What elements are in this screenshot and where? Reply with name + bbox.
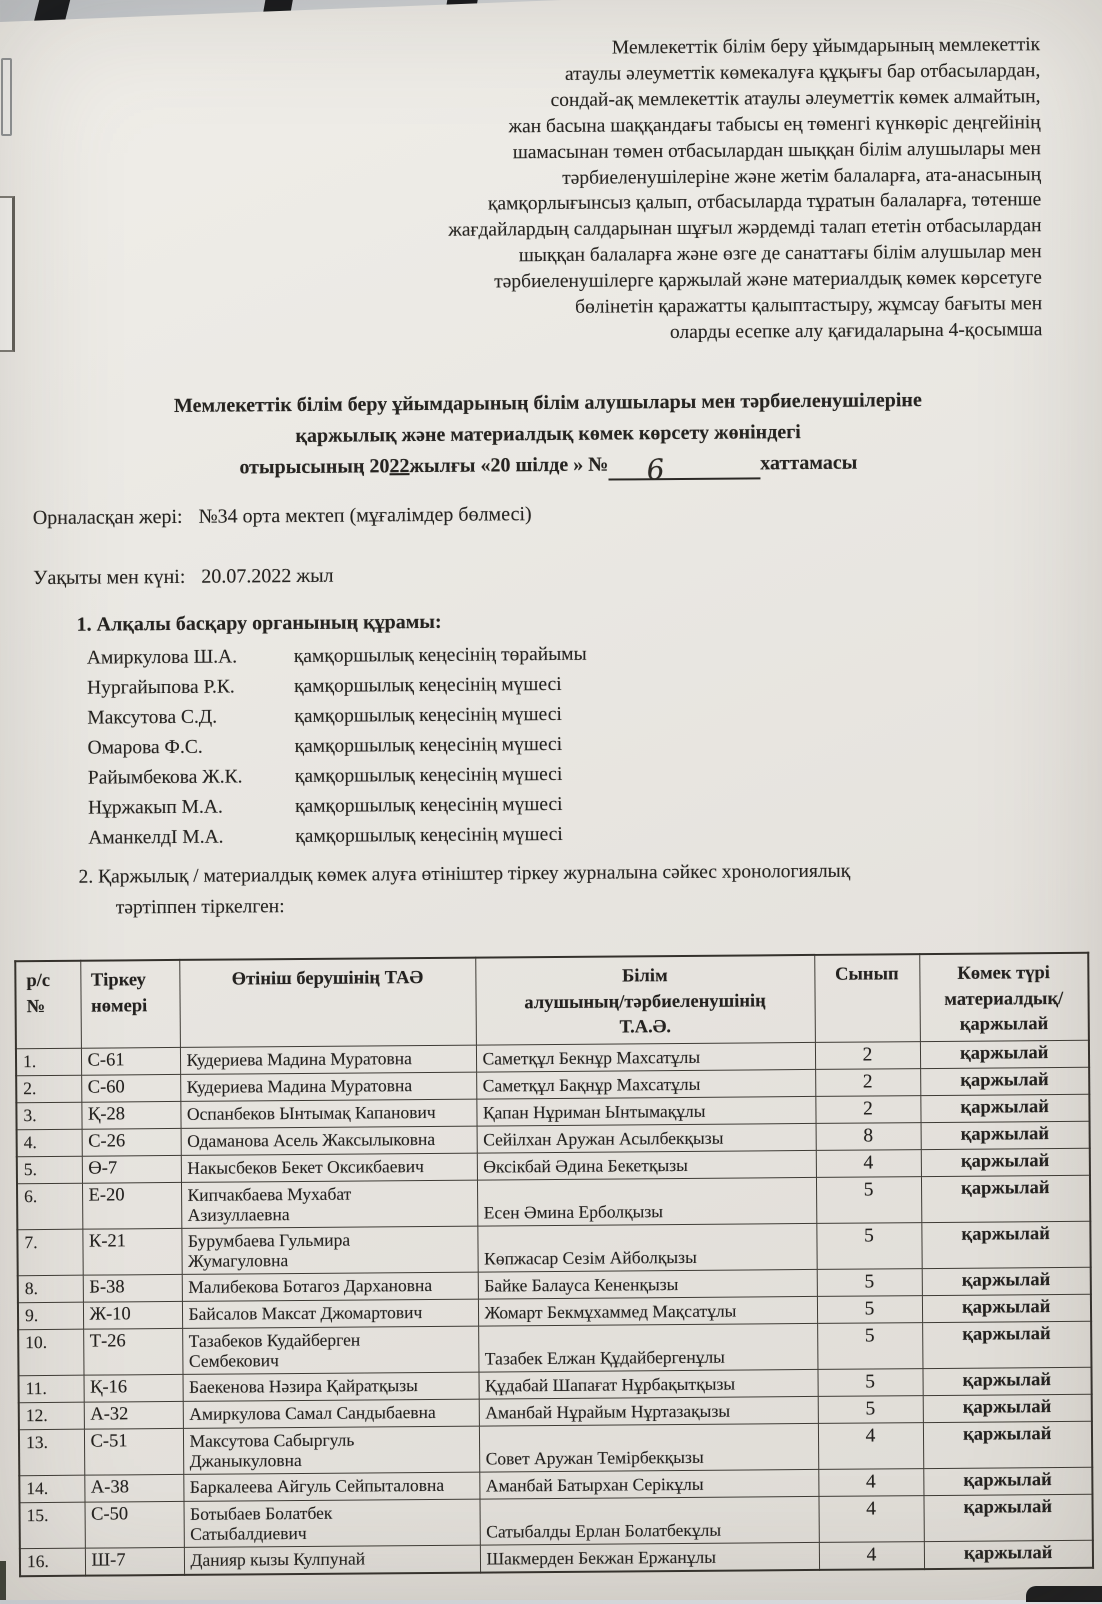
cell-registration-number: С-61 — [81, 1047, 180, 1075]
title-line3-prefix: отырысының 20 — [239, 455, 390, 479]
member-role: қамқоршылық кеңесінің мүшесі — [295, 823, 563, 848]
cell-registration-number: К-21 — [82, 1228, 181, 1275]
cell-grade: 2 — [815, 1041, 920, 1069]
cell-grade: 5 — [818, 1395, 923, 1423]
cell-student-name: Тазабек Елжан Құдайбергенұлы — [478, 1323, 817, 1372]
cell-grade: 5 — [817, 1368, 922, 1396]
member-name: Максутова С.Д. — [87, 706, 218, 729]
cell-applicant-name: Кипчакбаева Мухабат Азизуллаевна — [181, 1180, 477, 1228]
member-name: Райымбекова Ж.К. — [87, 766, 243, 789]
cell-grade: 5 — [817, 1268, 922, 1296]
member-name: Нургайыпова Р.К. — [87, 676, 235, 699]
protocol-title-line3 — [52, 446, 1044, 485]
protocol-number-blank-line — [608, 452, 760, 487]
member-row — [88, 824, 588, 858]
cell-aid-type: қаржылай — [921, 1148, 1090, 1176]
cell-row-number: 10. — [18, 1329, 83, 1376]
cell-student-name: Саметқұл Бақнұр Махсатұлы — [476, 1069, 815, 1099]
cell-applicant-name: Байсалов Максат Джомартович — [182, 1299, 478, 1328]
member-row — [88, 764, 588, 798]
cell-aid-type: қаржылай — [922, 1367, 1091, 1395]
cell-student-name: Өксікбай Әдина Бекетқызы — [477, 1150, 816, 1180]
header-aid-type: Көмек түрі материалдық/ қаржылай — [919, 953, 1089, 1041]
cell-applicant-name: Тазабеков Кудайберген Сембекович — [182, 1326, 478, 1374]
cell-aid-type: қаржылай — [920, 1094, 1089, 1122]
protocol-title-line2: қаржылық және материалдық көмек көрсету жөніндегі — [295, 421, 801, 447]
datetime-line — [33, 565, 334, 590]
cell-applicant-name: Максутова Сабыргуль Джаныкуловна — [183, 1426, 479, 1474]
cell-row-number: 6. — [17, 1183, 82, 1230]
cell-grade: 8 — [816, 1122, 921, 1150]
cell-registration-number: Ж-10 — [83, 1301, 182, 1329]
member-row — [87, 704, 587, 738]
cell-row-number: 8. — [18, 1275, 83, 1303]
cell-registration-number: Т-26 — [83, 1328, 182, 1375]
cell-row-number: 2. — [16, 1075, 81, 1103]
table-body — [16, 1040, 1093, 1576]
title-line3-mid: жылғы «20 шілде » № — [409, 453, 609, 478]
cell-applicant-name: Одаманова Асель Жаксылыковна — [181, 1126, 477, 1155]
cell-applicant-name: Оспанбеков Ынтымақ Капанович — [180, 1099, 476, 1128]
cell-grade: 4 — [818, 1495, 923, 1542]
member-name: Амиркулова Ш.А. — [86, 646, 238, 669]
header-applicant-name: Өтініш берушінің ТАӘ — [179, 958, 476, 1047]
cell-aid-type: қаржылай — [922, 1321, 1091, 1368]
cell-student-name: Саметқұл Бекнұр Махсатұлы — [476, 1042, 815, 1072]
cell-row-number: 14. — [19, 1475, 84, 1503]
protocol-number-handwritten: 6 — [645, 452, 666, 487]
cell-row-number: 9. — [18, 1302, 83, 1330]
cell-registration-number: А-32 — [84, 1401, 183, 1429]
member-name: Омарова Ф.С. — [87, 736, 203, 759]
table-row — [19, 1494, 1092, 1548]
cell-row-number: 3. — [16, 1102, 81, 1130]
cell-student-name: Шакмерден Бекжан Ержанұлы — [480, 1542, 819, 1572]
cell-applicant-name: Кудериева Мадина Муратовна — [180, 1045, 476, 1074]
cell-registration-number: Қ-28 — [81, 1101, 180, 1129]
datetime-label: Уақыты мен күні: — [33, 565, 186, 590]
cell-student-name: Байке Балауса Кененқызы — [478, 1269, 817, 1299]
member-row — [87, 734, 587, 768]
location-label: Орналасқан жері: — [32, 505, 183, 530]
cell-applicant-name: Данияр кызы Кулпунай — [184, 1545, 480, 1575]
table-row — [17, 1221, 1090, 1275]
cell-aid-type: қаржылай — [921, 1121, 1090, 1149]
cell-aid-type: қаржылай — [920, 1067, 1089, 1095]
cell-applicant-name: Малибекова Ботагоз Дархановна — [182, 1272, 478, 1301]
member-name: Нұржакып М.А. — [87, 796, 223, 819]
table-header-row — [15, 953, 1089, 1048]
cell-student-name: Құдабай Шапағат Нұрбақытқызы — [478, 1369, 817, 1399]
member-role: қамқоршылық кеңесінің мүшесі — [294, 763, 563, 788]
cell-registration-number: Ө-7 — [82, 1155, 181, 1183]
cell-grade: 5 — [816, 1176, 921, 1223]
cell-aid-type: қаржылай — [922, 1267, 1091, 1295]
cell-grade: 4 — [818, 1468, 923, 1496]
datetime-value: 20.07.2022 жыл — [201, 564, 334, 588]
cell-student-name: Аманбай Батырхан Серікұлы — [479, 1469, 818, 1499]
member-role: қамқоршылық кеңесінің мүшесі — [294, 673, 562, 698]
cell-aid-type: қаржылай — [923, 1394, 1092, 1422]
section2-paragraph — [78, 854, 1052, 924]
member-row — [88, 794, 588, 828]
cell-applicant-name: Кудериева Мадина Муратовна — [180, 1072, 476, 1101]
cell-row-number: 1. — [16, 1048, 81, 1076]
member-name: АманкелдІ М.А. — [88, 826, 224, 849]
cell-student-name: Сейілхан Аружан Асылбекқызы — [477, 1123, 816, 1153]
cell-registration-number: Е-20 — [82, 1182, 181, 1229]
cell-aid-type: қаржылай — [923, 1494, 1092, 1541]
member-role: қамқоршылық кеңесінің мүшесі — [294, 793, 563, 818]
cell-row-number: 5. — [17, 1156, 82, 1184]
cell-grade: 2 — [815, 1068, 920, 1096]
cell-row-number: 12. — [19, 1402, 84, 1430]
cell-registration-number: С-26 — [82, 1128, 181, 1156]
staple-top-left — [1, 58, 12, 136]
cell-student-name: Аманбай Нұрайым Нұртазақызы — [479, 1396, 818, 1426]
section2-line1: 2. Қаржылық / материалдық көмек алуға өтініштер тіркеу журналына сәйкес хронологиялық — [78, 860, 851, 888]
cell-grade: 5 — [817, 1295, 922, 1323]
member-role: қамқоршылық кеңесінің төрайымы — [293, 643, 587, 668]
cell-aid-type: қаржылай — [922, 1294, 1091, 1322]
cell-registration-number: Қ-16 — [83, 1374, 182, 1402]
member-row — [87, 644, 587, 678]
cell-registration-number: Б-38 — [83, 1274, 182, 1302]
table-row — [17, 1175, 1090, 1229]
paper-edge-tab-left — [0, 196, 15, 352]
member-row — [87, 674, 587, 708]
cell-registration-number: С-60 — [81, 1074, 180, 1102]
cell-applicant-name: Бурумбаева Гульмира Жумагуловна — [181, 1226, 477, 1274]
cell-applicant-name: Амиркулова Самал Сандыбаевна — [183, 1399, 479, 1428]
appendix-reference-paragraph: Мемлекеттік білім беру ұйымдарының мемлекеттік атаулы әлеуметтік көмекалуға құқығы бар отбасылардан, сондай-ақ мемлекеттік атаулы әлеуметтік көмек алмайтын, жан басына шаққандағы табысы ең төменгі күнкөріс деңгейінің шамасынан төмен отбасылардан шыққан білім алушылары мен тәрбиеленушілеріне және жетім балаларға, ата-анасының қамқорлығынсыз қалып, отбасыларда тұратын балаларға, төтенше жағдайлардың салдарынан шұғыл жәрдемді талап ететін отбасылардан шыққан балаларға және өзге де санаттағы білім алушылар мен тәрбиеленушілерге қаржылай және материалдық көмек көрсетуге бөлінетін қаражатты қалыптастыру, жұмсау бағыты мен оларды есепке алу қағидаларына 4-қосымша — [448, 34, 1043, 344]
cell-applicant-name: Баекенова Нәзира Қайратқызы — [182, 1372, 478, 1401]
section1-heading: 1. Алқалы басқару органының құрамы: — [76, 610, 442, 636]
cell-grade: 5 — [817, 1322, 922, 1369]
cell-student-name: Жомарт Бекмұхаммед Мақсатұлы — [478, 1296, 817, 1326]
cell-row-number: 13. — [19, 1429, 84, 1476]
header-grade: Сынып — [814, 954, 920, 1042]
cell-applicant-name: Баркалеева Айгуль Сейпыталовна — [183, 1472, 479, 1501]
applications-register-table — [14, 952, 1094, 1577]
cell-aid-type: қаржылай — [923, 1467, 1092, 1495]
cell-row-number: 11. — [19, 1375, 84, 1403]
member-role: қамқоршылық кеңесінің мүшесі — [294, 703, 562, 728]
cell-aid-type: қаржылай — [921, 1175, 1090, 1222]
cell-student-name: Сатыбалды Ерлан Болатбекұлы — [479, 1496, 818, 1545]
cell-aid-type: қаржылай — [921, 1221, 1090, 1268]
cell-grade: 2 — [815, 1095, 920, 1123]
cell-registration-number: С-50 — [84, 1501, 183, 1548]
cell-grade: 4 — [818, 1422, 923, 1469]
cell-grade: 4 — [819, 1541, 924, 1569]
cell-registration-number: С-51 — [84, 1428, 183, 1475]
location-value: №34 орта мектеп (мұғалімдер бөлмесі) — [198, 503, 532, 528]
cell-registration-number: Ш-7 — [85, 1547, 184, 1575]
protocol-title — [52, 384, 1045, 485]
cell-student-name: Көпжасар Сезім Айболқызы — [477, 1223, 816, 1272]
cell-applicant-name: Ботыбаев Болатбек Сатыбалдиевич — [183, 1499, 479, 1547]
cell-aid-type: қаржылай — [920, 1040, 1089, 1068]
header-student-name: Білім алушының/тәрбиеленушінің Т.А.Ә. — [475, 955, 815, 1045]
cell-grade: 5 — [816, 1222, 921, 1269]
cell-row-number: 16. — [20, 1548, 85, 1576]
cell-row-number: 15. — [19, 1502, 84, 1549]
cell-row-number: 4. — [17, 1129, 82, 1157]
cell-aid-type: қаржылай — [924, 1540, 1093, 1569]
cell-student-name: Есен Әмина Ерболқызы — [477, 1177, 816, 1226]
cell-student-name: Қапан Нұриман Ынтымақұлы — [476, 1096, 815, 1126]
cell-applicant-name: Накысбеков Бекет Оксикбаевич — [181, 1153, 477, 1182]
header-row-number: р/с № — [15, 961, 81, 1049]
members-list — [87, 644, 588, 858]
protocol-title-line1: Мемлекеттік білім беру ұйымдарының білім алушылары мен тәрбиеленушілеріне — [173, 389, 922, 417]
location-line — [33, 503, 532, 530]
header-registration-number: Тіркеу нөмері — [80, 960, 180, 1048]
dark-edge-bottom-left — [0, 1561, 6, 1600]
member-role: қамқоршылық кеңесінің мүшесі — [294, 733, 563, 758]
cell-grade: 4 — [816, 1149, 921, 1177]
section2-line2: тәртіппен тіркелген: — [115, 896, 285, 919]
cell-registration-number: А-38 — [84, 1474, 183, 1502]
cell-aid-type: қаржылай — [923, 1421, 1092, 1468]
cell-row-number: 7. — [17, 1229, 82, 1276]
cell-student-name: Совет Аружан Темірбекқызы — [479, 1423, 818, 1472]
title-underlined-year: 22 — [389, 455, 410, 478]
title-line3-suffix: хаттамасы — [760, 451, 858, 475]
